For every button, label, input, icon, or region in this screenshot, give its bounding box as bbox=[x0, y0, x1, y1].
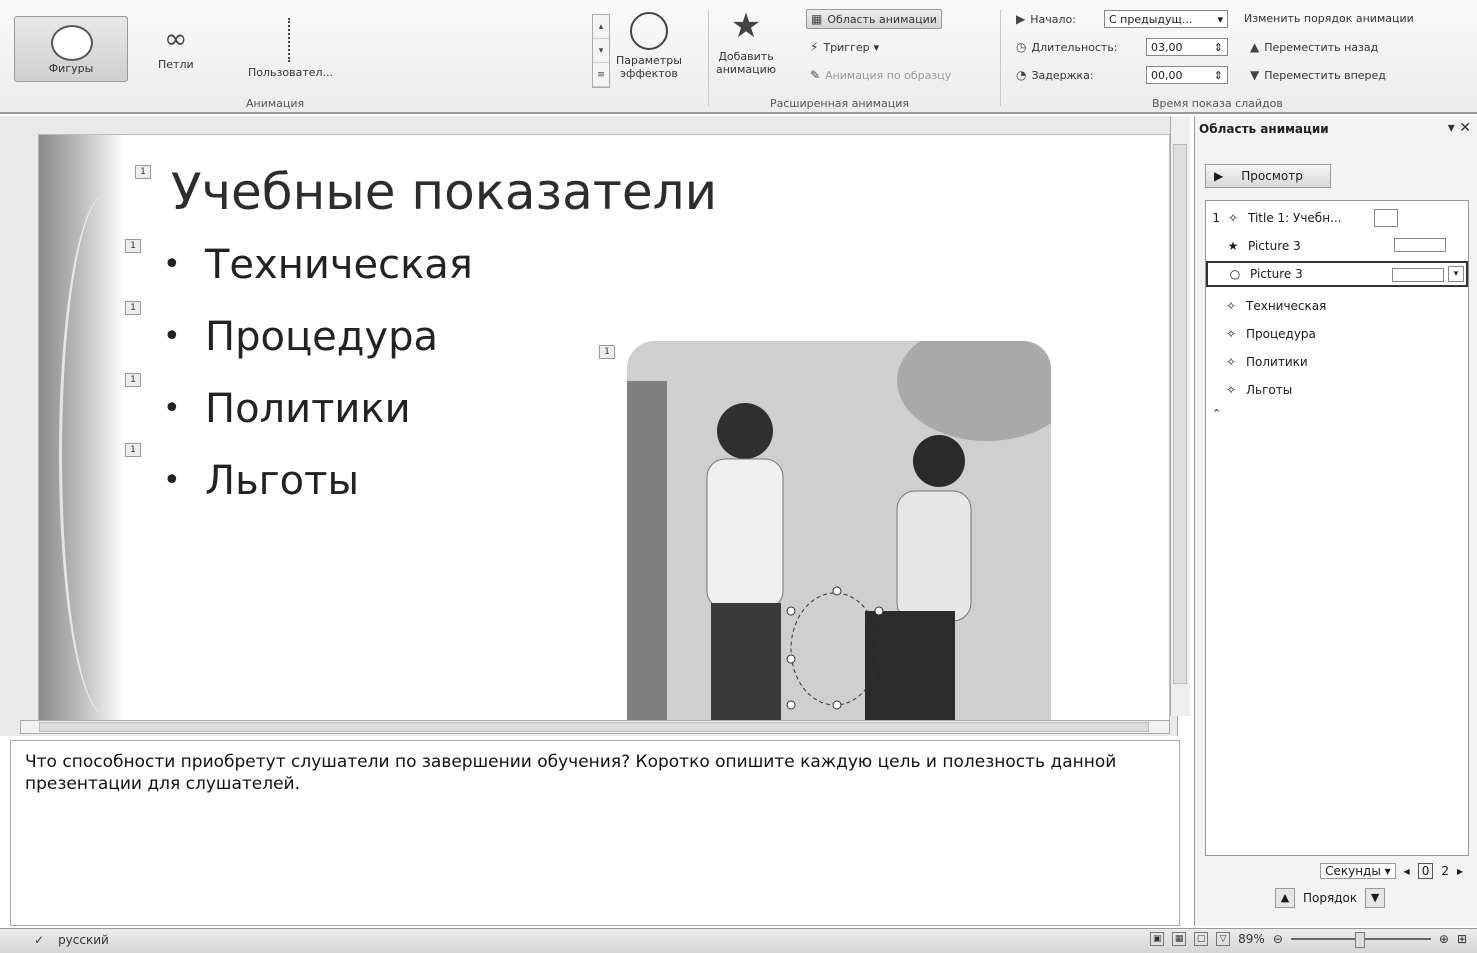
normal-view-icon[interactable]: ▣ bbox=[1150, 932, 1164, 946]
trigger-button[interactable] bbox=[810, 40, 879, 54]
animation-pane-icon: ▦ bbox=[811, 12, 823, 26]
gallery-up-icon: ▴ bbox=[593, 15, 609, 39]
effect-params-label2: эффектов bbox=[620, 67, 678, 80]
animation-tag[interactable]: 1 bbox=[125, 443, 141, 457]
notes-text[interactable]: Что способности приобретут слушатели по завершении обучения? Коротко опишите каждую цель и полезность данной презентации для слушателей. bbox=[25, 752, 1117, 794]
reorder-title-text: Изменить порядок анимации bbox=[1244, 12, 1414, 25]
seconds-label: Секунды bbox=[1325, 864, 1381, 878]
item-label: Техническая bbox=[1246, 299, 1327, 313]
view-controls bbox=[1150, 932, 1467, 946]
move-forward-button[interactable] bbox=[1250, 68, 1386, 82]
spinner-icon: ⇕ bbox=[1213, 68, 1223, 82]
vertical-scrollbar[interactable] bbox=[1170, 116, 1190, 716]
scroll-thumb[interactable] bbox=[39, 722, 1149, 732]
language-label: русский bbox=[58, 933, 109, 947]
zoom-level[interactable]: 89% bbox=[1238, 932, 1265, 946]
duration-stepper[interactable] bbox=[1146, 38, 1228, 56]
bullet-item[interactable]: • Процедура bbox=[163, 307, 473, 379]
slide-canvas[interactable] bbox=[38, 134, 1170, 722]
chevron-down-icon: ▾ bbox=[1217, 12, 1223, 26]
reorder-title bbox=[1244, 12, 1414, 25]
reading-view-icon[interactable]: ▢ bbox=[1194, 932, 1208, 946]
bullet-item[interactable]: • Политики bbox=[163, 379, 473, 451]
timing-group-label: Время показа слайдов bbox=[1152, 97, 1283, 110]
effect-params-label1: Параметры bbox=[616, 54, 682, 67]
star-icon: ★ bbox=[1227, 239, 1239, 253]
move-forward-label: Переместить вперед bbox=[1264, 68, 1386, 82]
animation-tag[interactable]: 1 bbox=[125, 239, 141, 253]
move-back-button[interactable] bbox=[1250, 40, 1378, 54]
notes-pane[interactable] bbox=[10, 740, 1180, 926]
play-icon: ▶ bbox=[1214, 169, 1224, 183]
zoom-out-icon[interactable]: ⊖ bbox=[1272, 932, 1283, 946]
list-item[interactable] bbox=[1206, 205, 1468, 231]
delay-value: 00,00 bbox=[1151, 68, 1183, 82]
fly-in-icon: ✧ bbox=[1225, 299, 1237, 313]
shapes-button[interactable] bbox=[14, 16, 128, 82]
item-label: Льготы bbox=[1246, 383, 1293, 397]
zoom-in-icon[interactable]: ⊕ bbox=[1438, 932, 1449, 946]
move-up-icon[interactable]: ▲ bbox=[1275, 888, 1295, 908]
arrow-up-icon: ▲ bbox=[1250, 40, 1260, 54]
timing-bar bbox=[1394, 238, 1446, 252]
divider bbox=[708, 10, 709, 106]
timeline bbox=[1205, 860, 1469, 882]
seconds-select[interactable]: Секунды ▾ bbox=[1320, 863, 1396, 879]
reorder-controls bbox=[1275, 888, 1385, 908]
timeline-tick: 0 bbox=[1418, 863, 1434, 879]
effect-circle-icon bbox=[630, 12, 668, 50]
advanced-group-label: Расширенная анимация bbox=[770, 97, 909, 110]
animation-list[interactable] bbox=[1205, 200, 1469, 856]
chevron-down-icon: ▾ bbox=[873, 40, 880, 54]
item-number: 1 bbox=[1212, 211, 1220, 225]
list-item[interactable] bbox=[1206, 233, 1468, 259]
clock-icon: ◷ bbox=[1016, 40, 1027, 54]
fly-in-icon: ✧ bbox=[1225, 383, 1237, 397]
sorter-view-icon[interactable]: ▦ bbox=[1172, 932, 1186, 946]
pane-title: Область анимации bbox=[1199, 122, 1329, 136]
bullet-list[interactable] bbox=[163, 235, 473, 523]
start-label-row bbox=[1016, 12, 1076, 26]
start-select[interactable] bbox=[1104, 10, 1228, 28]
item-label: Политики bbox=[1246, 355, 1308, 369]
lightning-icon: ⚡ bbox=[810, 40, 819, 54]
timing-bar bbox=[1374, 209, 1398, 227]
animation-tag[interactable]: 1 bbox=[125, 373, 141, 387]
language-indicator[interactable] bbox=[34, 933, 109, 947]
slide-photo[interactable] bbox=[627, 341, 1051, 722]
item-label: Title 1: Учебн... bbox=[1248, 211, 1342, 225]
start-value: С предыдущ... bbox=[1109, 12, 1193, 26]
fly-in-icon: ✧ bbox=[1225, 327, 1237, 341]
timer-icon: ◔ bbox=[1016, 68, 1027, 82]
start-label: Начало: bbox=[1030, 12, 1076, 26]
animation-tag[interactable]: 1 bbox=[135, 165, 151, 179]
animation-pane-button[interactable] bbox=[806, 9, 942, 29]
fit-window-icon[interactable]: ⊞ bbox=[1456, 932, 1467, 946]
duration-value: 03,00 bbox=[1151, 40, 1183, 54]
status-bar bbox=[0, 928, 1477, 953]
ribbon bbox=[0, 0, 1477, 114]
preview-button[interactable] bbox=[1205, 164, 1331, 188]
spinner-icon: ⇕ bbox=[1213, 40, 1223, 54]
duration-label-row bbox=[1016, 40, 1118, 54]
anim-painter-label: Анимация по образцу bbox=[825, 68, 952, 82]
timing-bar bbox=[1392, 268, 1444, 282]
gallery-down-icon: ▾ bbox=[593, 39, 609, 63]
scroll-right-icon[interactable]: ▸ bbox=[1456, 864, 1463, 878]
loops-button[interactable] bbox=[158, 24, 194, 71]
slide-decoration bbox=[39, 135, 125, 722]
custom-label: Пользовател... bbox=[248, 66, 334, 79]
animation-tag[interactable]: 1 bbox=[125, 301, 141, 315]
add-anim-label2: анимацию bbox=[716, 63, 777, 76]
gallery-more-icon: ≡ bbox=[593, 63, 609, 87]
bullet-item[interactable]: • Льготы bbox=[163, 451, 473, 523]
star-icon: ★ bbox=[730, 6, 762, 46]
scroll-thumb[interactable] bbox=[1173, 144, 1187, 684]
loops-label: Петли bbox=[158, 58, 194, 71]
move-down-icon[interactable]: ▼ bbox=[1365, 888, 1385, 908]
scroll-left-icon[interactable]: ◂ bbox=[1403, 864, 1410, 878]
chevron-down-icon[interactable]: ▾ bbox=[1448, 266, 1464, 282]
spellcheck-icon: ✓ bbox=[34, 933, 45, 947]
add-anim-label1: Добавить bbox=[718, 50, 774, 63]
animation-tag[interactable]: 1 bbox=[599, 345, 615, 359]
photo-people-illustration bbox=[627, 341, 1051, 722]
divider bbox=[1000, 10, 1001, 106]
animation-painter-button[interactable] bbox=[810, 68, 951, 82]
trigger-label: Триггер bbox=[823, 40, 870, 54]
custom-path-button[interactable] bbox=[248, 18, 333, 79]
list-item[interactable] bbox=[1206, 293, 1468, 319]
fly-in-icon: ✧ bbox=[1225, 355, 1237, 369]
animation-group-label: Анимация bbox=[246, 97, 305, 110]
custom-path-icon bbox=[288, 18, 294, 62]
item-label: Процедура bbox=[1246, 327, 1316, 341]
fly-in-icon: ✧ bbox=[1227, 211, 1239, 225]
preview-label: Просмотр bbox=[1241, 169, 1303, 183]
close-icon[interactable]: ▾ ✕ bbox=[1447, 120, 1471, 136]
delay-label: Задержка: bbox=[1031, 68, 1094, 82]
zoom-slider[interactable] bbox=[1291, 938, 1431, 940]
add-animation-button[interactable] bbox=[716, 6, 776, 76]
slideshow-icon[interactable]: ▽ bbox=[1216, 932, 1230, 946]
infinity-icon: ∞ bbox=[164, 22, 188, 55]
bullet-item[interactable]: • Техническая bbox=[163, 235, 473, 307]
gallery-scroll[interactable] bbox=[592, 14, 610, 88]
circle-icon bbox=[51, 25, 93, 61]
list-item-selected[interactable] bbox=[1206, 261, 1468, 287]
anim-pane-label: Область анимации bbox=[827, 12, 937, 26]
item-label: Picture 3 bbox=[1250, 267, 1303, 281]
brush-icon: ✎ bbox=[810, 68, 821, 82]
arrow-down-icon: ▼ bbox=[1250, 68, 1260, 82]
slide-title[interactable]: Учебные показатели bbox=[171, 163, 718, 221]
timeline-tick: 2 bbox=[1441, 864, 1449, 878]
list-item[interactable] bbox=[1206, 321, 1468, 347]
list-item[interactable] bbox=[1206, 349, 1468, 375]
effect-params-button[interactable] bbox=[616, 12, 682, 80]
delay-label-row bbox=[1016, 68, 1094, 82]
circle-path-icon: ○ bbox=[1229, 267, 1241, 281]
list-item[interactable] bbox=[1206, 377, 1468, 403]
order-label: Порядок bbox=[1303, 891, 1358, 905]
shapes-label: Фигуры bbox=[48, 62, 94, 75]
slide-editor bbox=[0, 116, 1178, 736]
move-back-label: Переместить назад bbox=[1264, 40, 1379, 54]
horizontal-scrollbar[interactable] bbox=[20, 720, 1170, 734]
item-label: Picture 3 bbox=[1248, 239, 1301, 253]
play-icon: ▶ bbox=[1016, 12, 1026, 26]
animation-pane bbox=[1194, 116, 1477, 926]
delay-stepper[interactable] bbox=[1146, 66, 1228, 84]
duration-label: Длительность: bbox=[1031, 40, 1118, 54]
collapse-icon[interactable]: ⌃ bbox=[1212, 407, 1222, 420]
